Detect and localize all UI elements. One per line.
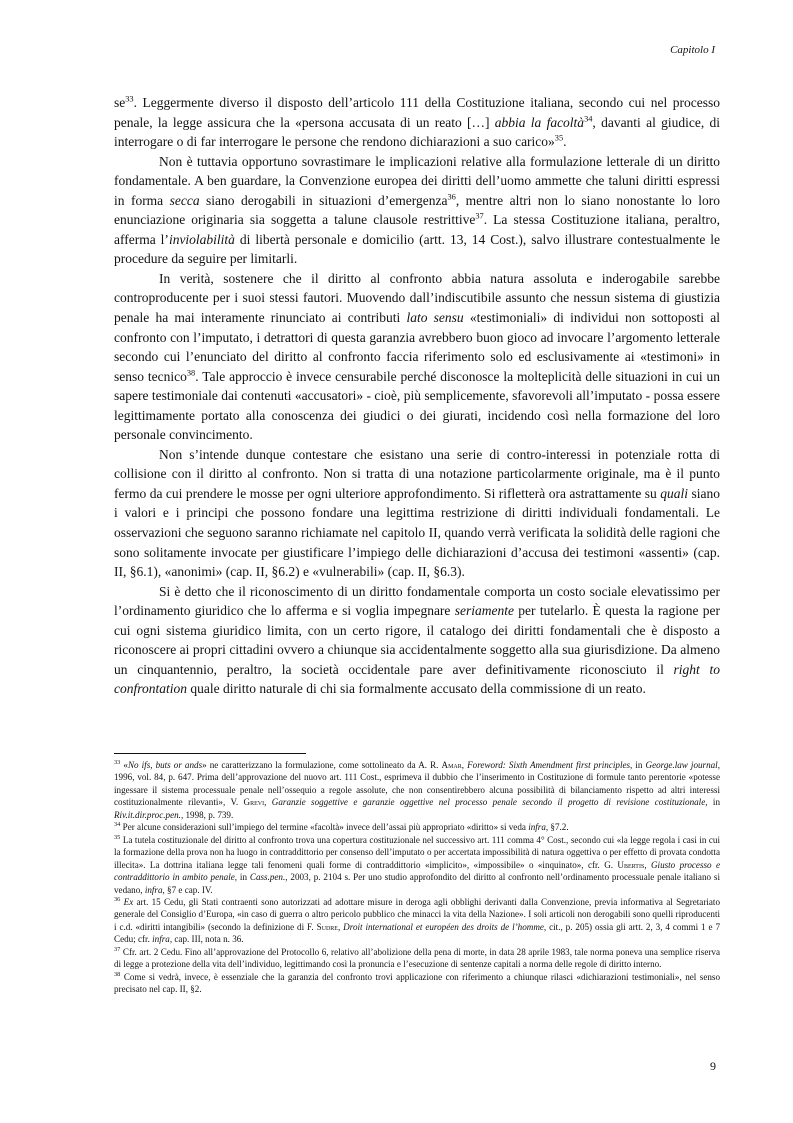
footnote-38: $^{38}$ Come si vedrà, invece, è essenziale che la garanzia del confronto trovi applicazione con riferimento a chiunque rilasci «dichiarazioni testimoniali», nel senso precisato nel cap. II, §2. [114,970,720,995]
footnotes [114,759,720,996]
page-number: 9 [710,1059,716,1073]
footnote-ref-38[interactable]: 38 [186,368,196,378]
paragraph-1: $se^{33}$. Leggermente diverso il disposto dell’articolo 111 della Costituzione italiana, secondo cui nel processo penale, la legge assicura che la «persona accusata di un reato […] abbia la facoltà$^{34}$, davanti al giudice, di interrogare o di far interrogare le persone che rendono dichiarazioni a suo carico»$^{35}$. [114,94,720,150]
footnote-36: $^{36}$ Ex art. 15 Cedu, gli Stati contraenti sono autorizzati ad adottare misure in deroga agli obblighi derivanti dalla Convenzione, previa informativa al Segretariato generale del Consiglio d’Europa, «in caso di guerra o altro pericolo pubblico che minacci la vita della Nazione». I soli articoli non derogabili sono quelli riproducenti i c.d. «diritti intangibili» (secondo la definizione di F. Sudre, Droit international et européen des droits de l’homme, cit., p. 205) ossia gli artt. 2, 3, 4 commi 1 e 7 Cedu; cfr. infra, cap. III, nota n. 36. [114,895,720,945]
footnote-ref-34[interactable]: 34 [584,114,593,124]
running-header: Capitolo I [670,44,715,56]
paragraph-2: Non è tuttavia opportuno sovrastimare le implicazioni relative alla formulazione letterale di un diritto fondamentale. A ben guardare, la Convenzione europea dei diritti dell’uomo ammette che taluni diritti espressi in forma secca siano derogabili in situazioni d’emergenza$^{36}$, mentre altri non lo siano nonostante lo loro enunciazione originaria sia soggetta a talune clausole restrittive$^{37}$. La stessa Costituzione italiana, peraltro, afferma l’inviolabilità di libertà personale e domicilio (artt. 13, 14 Cost.), salvo illustrare contestualmente le procedure da seguire per limitarli. [114,153,721,267]
footnote-37: $^{37}$ Cfr. art. 2 Cedu. Fino all’approvazione del Protocollo 6, relativo all’abolizione della pena di morte, in data 28 aprile 1983, tale norma poneva una semplice riserva di legge a protezione della vita dell’individuo, legittimando così la pronuncia e l’esecuzione di sentenze capitali a norma delle regole di diritto interno. [114,945,720,970]
footnote-ref-36[interactable]: 36 [447,192,456,202]
footnote-34: $^{34}$ Per alcune considerazioni sull’impiego del termine «facoltà» invece dell’assai più appropriato «diritto» si veda infra, §7.2. [114,821,569,833]
body-text [114,93,720,699]
footnote-ref-37[interactable]: 37 [475,211,484,221]
paragraph-3: In verità, sostenere che il diritto al confronto abbia natura assoluta e inderogabile sarebbe controproducente per i suoi stessi fautori. Muovendo dall’indiscutibile assunto che nessun sistema di giustizia penale ha mai interamente rinunciato ai contributi lato sensu «testimoniali» di individui non sottoposti al confronto con l’imputato, i detrattori di questa garanzia avrebbero buon gioco ad invocare l’argomento letterale secondo cui l’enunciato del diritto al confronto faccia riferimento solo ed esclusivamente ai «testimoni» in senso tecnico$^{38}$. Tale approccio è invece censurabile perché disconosce la molteplicità delle situazioni in cui un sapere testimoniale dai contenuti «accusatori» - cioè, più semplicemente, sfavorevoli all’imputato - possa essere legittimamente portato alla conoscenza dei giudici o dei giurati, incidendo così nella formazione del loro personale convincimento. [114,270,720,443]
footnote-35: $^{35}$ La tutela costituzionale del diritto al confronto trova una copertura costituzionale nel successivo art. 111 comma 4° Cost., secondo cui «la legge regola i casi in cui la formazione della prova non ha luogo in contraddittorio per consenso dell’imputato o per accertata impossibilità di natura oggettiva o per effetto di provata condotta illecita». La dottrina italiana legge tali fenomeni quali forme di contraddittorio «implicito», «impossibile» o «inquinato», cfr. G. Ubertis, Giusto processo e contraddittorio in ambito penale, in Cass.pen., 2003, p. 2104 s. Per uno studio approfondito del diritto al confronto nell’ordinamento processuale penale italiano si vedano, infra, §7 e cap. IV. [114,833,720,895]
footnote-33: $^{33}$ «No ifs, buts or ands» ne caratterizzano la formulazione, come sottolineato da A. R. Amar, Foreword: Sixth Amendment first principles, in George.law journal, 1996, vol. 84, p. 647. Prima dell’approvazione del nuovo art. 111 Cost., esprimeva il dubbio che l’inserimento in Costituzione di formule tanto perentorie «potesse ingessare il sistema processuale penale nell’ossequio a regole assolute, che non consentirebbero alcuna possibilità di bilanciamento rispetto ad altri interessi costituzionalmente rilevanti», V. Grevi, Garanzie soggettive e garanzie oggettive nel processo penale secondo il progetto di revisione costituzionale, in Riv.it.dir.proc.pen., 1998, p. 739. [114,758,721,820]
paragraph-5: Si è detto che il riconoscimento di un diritto fondamentale comporta un costo sociale elevatissimo per l’ordinamento giuridico che lo afferma e si voglia impegnare seriamente per tutelarlo. È questa la ragione per cui ogni sistema giuridico limita, con un certo rigore, il catalogo dei diritti fondamentali che è disposto a riconoscere ai propri cittadini ovvero a chiunque sia accidentalmente soggetto alla sua giurisdizione. Da almeno un cinquantennio, peraltro, la società occidentale pare aver definitivamente riconosciuto il right to confrontation quale diritto naturale di chi sia formalmente accusato della commissione di un reato. [114,583,720,697]
footnote-separator [114,753,306,754]
footnote-ref-35[interactable]: 35 [554,133,564,143]
footnote-ref-33[interactable]: 33 [125,94,134,104]
paragraph-4: Non s’intende dunque contestare che esistano una serie di contro-interessi in potenziale rotta di collisione con il diritto al confronto. Non si tratta di una notazione particolarmente originale, ma è il punto fermo da cui prendere le mosse per ogni ulteriore approfondimento. Si rifletterà ora astrattamente su quali siano i valori e i principi che possono fondare una legittima restrizione di diritti individuali fondamentali. Le osservazioni che seguono saranno richiamate nel capitolo II, quando verrà verificata la solidità delle ragioni che sono solitamente invocate per giustificare l’impiego delle dichiarazioni d’accusa dei testimoni «assenti» (cap. II, §6.1), «anonimi» (cap. II, §6.2) e «vulnerabili» (cap. II, §6.3). [114,446,720,580]
